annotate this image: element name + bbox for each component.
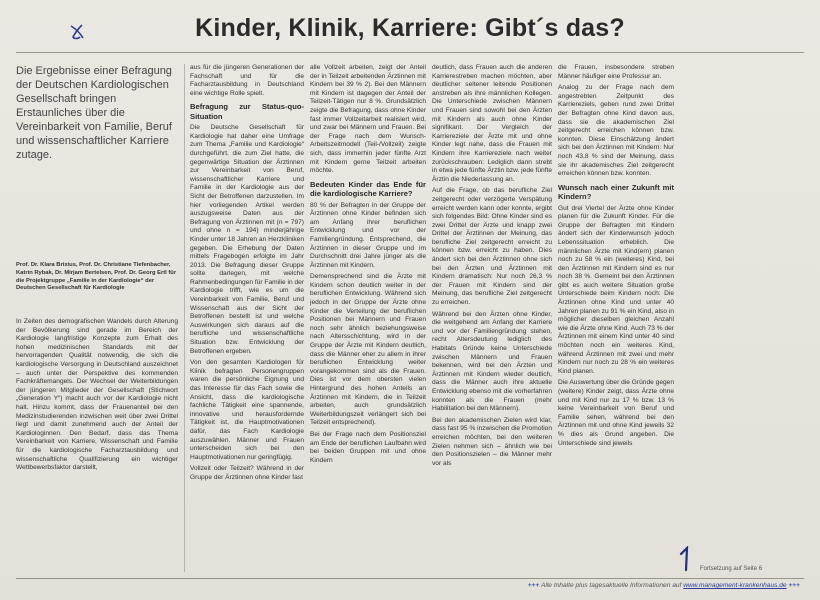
paragraph: Vollzeit oder Teilzeit? Während in der Gruppe der Ärztinnen ohne Kinder fast: [190, 465, 304, 481]
column-4: [432, 64, 552, 572]
paragraph: Die Deutsche Gesellschaft für Kardiologie hat daher eine Umfrage zum Thema „Familie und Kardiologie“ durchgeführt, die zum Ziel hatte, die gegenwärtige Situation der Ärztinnen zur Vereinbarkeit von Beruf, wissenschaftlicher Karriere und Familie in der Kardiologie aus der Sicht der Betroffenen darzustellen. Im hier vorliegenden Artikel werden auszugsweise Daten aus der Befragung von Ärztinnen mit (n = 797) und ohne n = 194) minderjährige Kinder unter 18 Jahren an Herzkliniken gegeben. Die Erhebung der Daten mittels Fragebogen erfolgte im Jahr 2013. Die Befragung dieser Gruppe sollte darlegen, mit welche Rahmenbedingungen für Familie in der Kardiologie trifft, wie es um die Vereinbarkeit von Familie, Beruf und Wissenschaft aus der Sicht der Betroffenen bestellt ist und welche Auswirkungen sich daraus auf die berufliche und wissenschaftliche Situation bzw. Entwicklung der Betroffenen ergeben.: [190, 124, 304, 355]
intro-lead: Die Ergebnisse einer Befragung der Deutschen Kardiologischen Gesellschaft bringen Erstaunliches über die Vereinbarkeit von Familie, Beruf und wissenschaftlicher Karriere zutage.: [16, 65, 172, 161]
footer-divider: [16, 578, 804, 579]
continued-note: Fortsetzung auf Seite 6: [700, 566, 763, 572]
column-1: [16, 318, 178, 576]
paragraph: alle Vollzeit arbeiten, zeigt der Anteil der in Teilzeit arbeitenden Ärztinnen mit Kindern bei 39 % 2). Bei den Männern mit Kindern ist dagegen der Anteil der Teilzeit-Tätigen nur 8 %. Grundsätzlich zeigte die Befragung, dass ohne Kinder fast immer Vollzeitarbeit realisiert wird, und zwar bei Männern und Frauen. Bei der Frage nach dem Wunsch-Arbeitszeitmodell (Teil-/Vollzeit) zeigte sich, dass immerhin jeder fünfte Arzt mit Kindern gerne Teilzeit arbeiten möchte.: [310, 64, 426, 175]
paragraph: Analog zu der Frage nach dem angestrebten Zeitpunkt des Karriereziels, geben rund zwei Drittel der Befragten ohne Kind davon aus, dass sie die akademischen Ziel zeitgerecht erreichen können bzw. konnten. Diese Einschätzung ändert sich bei den Ärztinnen mit Kindern: Nur noch 43,8 % sind der Meinung, dass sie ihr akademisches Ziel zeitgerecht erreichen können bzw. konnten.: [558, 84, 674, 178]
paragraph: Bei den akademischen Zielen wird klar, dass fast 95 % inzwischen die Promotion erreichen möchten, bei den weiteren Zielen nehmen sich – ähnlich wie bei den Positionszielen – die Männer mehr vor als: [432, 416, 552, 467]
paragraph: Gut drei Viertel der Ärzte ohne Kinder planen für die Zukunft Kinder. Für die Gruppe der Befragten mit Kindern ändert sich der Kinderwunsch jedoch Lebenssituation erheblich. Die männlichen Ärzte mit Kind(ern) planen noch zu 58 % ein (weiteres) Kind, bei den Ärztinnen mit Kindern sind es nur noch 38 %. Gemeint bei den Ärztinnen gibt es auch weitere Situation große Unterschiede beim Kindern noch: Die Ärztinnen ohne Kind und unter 40 Jahren planen zu 91 % ein Kind, also in möglicher dieselben gleichen Anzahl wie die Ärzte ohne Kind. Auch 73 % der Ärztinnen mit einem Kind unter 40 sind möchten noch ein weiteres Kind, während Ärztinnen mit zwei und mehr Kindern nur noch zu 28 % ein weiteres Kind planen.: [558, 204, 674, 375]
authors-block: Prof. Dr. Klara Brixius, Prof. Dr. Christiane Tiefenbacher, Katrin Rybak, Dr. Mirjam Bertelsen, Prof. Dr. Georg Ertl für die Projektgruppe „Familie in der Kardiologie“ der Deutschen Gesellschaft für Kardiologie: [16, 262, 177, 292]
paragraph: die Frauen, insbesondere streben Männer häufiger eine Professur an.: [558, 64, 674, 80]
paragraph: Demensprechend sind die Ärzte mit Kindern schon deutlich weiter in der beruflichen Entwicklung. Während sich jedoch in der Gruppe der Ärzte ohne Kinder die Verteilung der beruflichen Positionen bei Männern und Frauen noch sehr ähnlich beziehungsweise nach Altersschichtung, wird in der Gruppe der Ärzte mit Kindern deutlich, dass die Männer eher zu allem in ihrer beruflichen Entwicklung weiter vorangekommen sind als die Frauen. Dies ist vor dem obersten vielen Hintergrund des hohen Anteils an Ärztinnen mit Kindern, die in Teilzeit arbeiten, auch grundsätzlich Weiterbildungszeit verlängert sich bei Teilzeit entsprechend).: [310, 273, 426, 427]
paragraph: 80 % der Befragten in der Gruppe der Ärztinnen ohne Kinder befinden sich am Anfang ihrer beruflichen Entwicklung und vor der Familiengründung. Entsprechend, die Ärztinnen in dieser Gruppe und im Durchschnitt drei Jahre jünger als die Ärztinnen mit Kindern.: [310, 201, 426, 269]
footer-website-link[interactable]: www.management-krankenhaus.de: [683, 582, 787, 589]
section-heading-karriere: Bedeuten Kinder das Ende für die kardiologische Karriere?: [310, 179, 426, 199]
footer-stars-right: +++: [788, 582, 800, 589]
column-2: [190, 64, 304, 572]
paragraph: Von den gesamten Kardiologen für Klinik befragten Personengruppen waren die persönliche Eignung und das Interesse für das Fach sowie die Ansicht, dass die kardiologische fachliche Tätigkeit eine spannende, innovative und herausfordernde Tätigkeit ist, die Hauptmotivationen dafür, das Fach Kardiologie auszuwählen. Männer und Frauen unterscheiden sich bei den Hauptmotivationen nur geringfügig.: [190, 359, 304, 461]
paragraph: deutlich, dass Frauen auch die anderen Karrierestreben machen möchten, aber deutlicher seltener leitende Positionen anstreben als ihre männlichen Kollegen. Die Unterschiede zwischen Männern und Frauen sind sowohl bei den Ärzten mit Kindern als auch ohne Kinder signifikant. Der Vergleich der Karriereziele der Ärzte mit und ohne Kinder legt nahe, dass die Frauen mit Kindern ihre Karriereziele nach weiter zurückschrauben: Lediglich dann strebt in etwa jede fünfte Ärztin bzw. jede fünfte Ärztin die Niederlassung an.: [432, 64, 552, 183]
paragraph: Auf die Frage, ob das berufliche Ziel zeitgerecht oder verzögerte Verspätung erreicht werden kann oder konnte, ergibt sich folgendes Bild: Ohne Kinder sind es zwei Drittel der Ärzte und knapp zwei Drittel der Ärztinnen der Meinung, das berufliche Ziel zeitgerecht erreicht zu können bzw. erreicht zu haben. Dies ändert sich bei den Ärztinnen ohne sich bei den Ärzten und Ärztinnen mit Kindern dramatisch: Nur noch 26,3 % der Frauen mit Kindern sind der Meinung, das berufliche Ziel zeitgerecht zu erreichen.: [432, 187, 552, 307]
paragraph: Während bei den Ärzten ohne Kinder, die weitgehend am Anfang der Karriere und vor der Familiengründung stehen, recht Altersdeutung lediglich des Habitats Gründe keine Unterschiede zwischen Männern und Frauen bekennen, wird bei den Ärzten und Ärztinnen mit Kindern wieder deutlich, dass die Männer auch ihre aktuelle Entwicklung ebenso mit die vorherfahren konnten als die Frauen (mehr Habilitation bei den Männern).: [432, 310, 552, 413]
paragraph: Bei der Frage nach dem Positionsziel am Ende der beruflichen Laufbahn wird bei beiden Gruppen mit und ohne Kindern: [310, 430, 426, 464]
handwritten-x-mark-icon: [68, 22, 88, 42]
paragraph: Die Auswertung über die Gründe gegen (weitere) Kinder zeigt, dass Ärzte ohne und mit Kind nur zu 17 % bzw. 13 % keine Vereinbarkeit von Beruf und Familie sehen, während bei den Ärztinnen mit und ohne Kind jeweils 32 % dies als Grund angeben. Die Unterschiede sind jeweils: [558, 379, 674, 447]
footer-note: Alle Inhalte plus tagesaktuelle Informationen auf: [540, 582, 682, 589]
handwritten-page-number-icon: [678, 546, 692, 572]
column-5: [558, 64, 674, 572]
paragraph: aus für die jüngeren Generationen der Fachschaft und für die Facharztausbildung in Deutschland eine wichtige Rolle spielt.: [190, 64, 304, 97]
footer-bar: [220, 582, 800, 589]
section-heading-zukunft: Wunsch nach einer Zukunft mit Kindern?: [558, 182, 674, 202]
column-3: [310, 64, 426, 572]
paragraph: In Zeiten des demografischen Wandels durch Alterung der Bevölkerung sind gerade im Bereich der Kardiologie langfristige Konzepte zum Erhalt des hohen medizinischen Standards mit der hervorragenden Qualität notwendig, die sich die kardiologische Versorgung in Deutschland auszeichnet – auch unter der Perspektive des kommenden Fachkräftemangels. Der Wechsel der Weiterbildungen der jüngeren Mitglieder der Gesellschaft (Stichwort „Generation Y“) macht auch vor der Kardiologie nicht halt. Hinzu kommt, dass der Frauenanteil bei den Medizinstudierenden inzwischen weit über zwei Drittel liegt und damit zunehmend auch der Anteil der Kardiologinnen. Den Bedarf, dass das Thema Vereinbarkeit von Karriere, Wissenschaft und Familie für die kardiologische Facharztausbildung und wissenschaftliche Qualifizierung ein wichtiger Wettbewerbsfaktor darstellt,: [16, 318, 178, 472]
title-divider: [16, 52, 804, 53]
article-title: Kinder, Klinik, Karriere: Gibt´s das?: [195, 14, 625, 42]
section-heading-status-quo: Befragung zur Status-quo-Situation: [190, 102, 304, 121]
footer-stars-left: +++: [527, 582, 540, 589]
column-divider: [184, 64, 185, 572]
